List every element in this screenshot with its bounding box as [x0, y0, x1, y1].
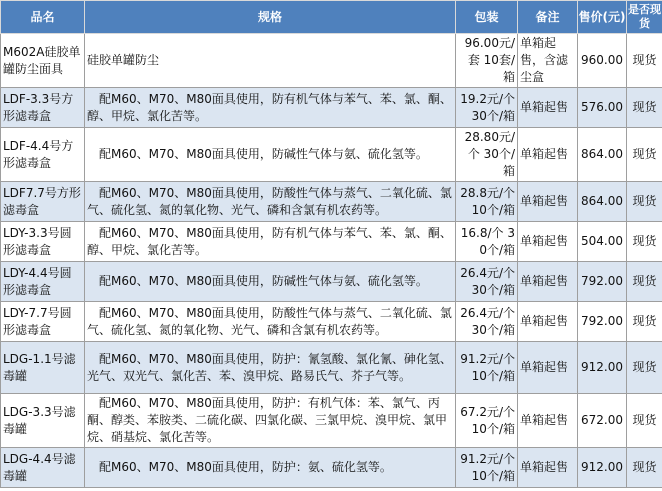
cell-price: 792.00 [578, 302, 627, 342]
cell-pack: 96.00元/套 10套/箱 [456, 34, 518, 88]
cell-price: 672.00 [578, 394, 627, 448]
cell-price: 960.00 [578, 34, 627, 88]
cell-note: 单箱起售 [518, 448, 578, 488]
cell-stock: 现货 [627, 342, 662, 394]
cell-name: LDG-4.4号滤毒罐 [1, 448, 85, 488]
cell-price: 864.00 [578, 182, 627, 222]
cell-pack: 28.8元/个 10个/箱 [456, 182, 518, 222]
cell-name: LDF7.7号方形滤毒盒 [1, 182, 85, 222]
cell-note: 单箱起售 [518, 302, 578, 342]
cell-price: 576.00 [578, 88, 627, 128]
table-row [1, 182, 662, 222]
table-row [1, 302, 662, 342]
header-pack: 包装 [456, 1, 518, 34]
cell-spec: 配M60、M70、M80面具使用，防酸性气体与蒸气、二氧化硫、氯气、硫化氢、氮的氧化物、光气、磷和含氯有机农药等。 [85, 302, 456, 342]
cell-name: LDG-3.3号滤毒罐 [1, 394, 85, 448]
cell-price: 792.00 [578, 262, 627, 302]
cell-stock: 现货 [627, 222, 662, 262]
table-row [1, 342, 662, 394]
header-name: 品名 [1, 1, 85, 34]
cell-stock: 现货 [627, 302, 662, 342]
cell-spec: 配M60、M70、M80面具使用，防护：有机气体：苯、氯气、丙酮、醇类、苯胺类、二硫化碳、四氯化碳、三氯甲烷、溴甲烷、氯甲烷、硝基烷、氯化苦等。 [85, 394, 456, 448]
cell-stock: 现货 [627, 88, 662, 128]
cell-name: LDF-3.3号方形滤毒盒 [1, 88, 85, 128]
cell-spec: 配M60、M70、M80面具使用，防碱性气体与氨、硫化氢等。 [85, 262, 456, 302]
header-spec: 规格 [85, 1, 456, 34]
table-row [1, 222, 662, 262]
cell-note: 单箱起售，含滤尘盒 [518, 34, 578, 88]
cell-pack: 16.8/个 30个/箱 [456, 222, 518, 262]
cell-pack: 91.2元/个 10个/箱 [456, 448, 518, 488]
cell-pack: 26.4元/个 30个/箱 [456, 262, 518, 302]
cell-name: LDY-3.3号圆形滤毒盒 [1, 222, 85, 262]
cell-spec: 配M60、M70、M80面具使用，防护：氰氢酸、氯化氰、砷化氢、光气、双光气、氯化苦、苯、溴甲烷、路易氏气、芥子气等。 [85, 342, 456, 394]
cell-stock: 现货 [627, 262, 662, 302]
cell-name: LDG-1.1号滤毒罐 [1, 342, 85, 394]
cell-note: 单箱起售 [518, 182, 578, 222]
cell-spec: 配M60、M70、M80面具使用，防护：氨、硫化氢等。 [85, 448, 456, 488]
cell-price: 912.00 [578, 448, 627, 488]
cell-stock: 现货 [627, 34, 662, 88]
table-row [1, 262, 662, 302]
cell-note: 单箱起售 [518, 342, 578, 394]
header-note: 备注 [518, 1, 578, 34]
cell-pack: 91.2元/个 10个/箱 [456, 342, 518, 394]
cell-price: 912.00 [578, 342, 627, 394]
cell-price: 504.00 [578, 222, 627, 262]
cell-spec: 硅胶单罐防尘 [85, 34, 456, 88]
cell-note: 单箱起售 [518, 128, 578, 182]
cell-name: LDF-4.4号方形滤毒盒 [1, 128, 85, 182]
cell-pack: 19.2元/个 30个/箱 [456, 88, 518, 128]
cell-spec: 配M60、M70、M80面具使用，防有机气体与苯气、苯、氯、酮、醇、甲烷、氯化苦等。 [85, 222, 456, 262]
cell-pack: 26.4元/个 30个/箱 [456, 302, 518, 342]
header-price: 售价(元) [578, 1, 627, 34]
cell-stock: 现货 [627, 394, 662, 448]
cell-note: 单箱起售 [518, 222, 578, 262]
cell-price: 864.00 [578, 128, 627, 182]
header-row [1, 1, 662, 34]
table-row [1, 34, 662, 88]
cell-note: 单箱起售 [518, 88, 578, 128]
table-row [1, 394, 662, 448]
cell-pack: 28.80元/个 30个/箱 [456, 128, 518, 182]
cell-spec: 配M60、M70、M80面具使用，防酸性气体与蒸气、二氧化硫、氯气、硫化氢、氮的氧化物、光气、磷和含氯有机农药等。 [85, 182, 456, 222]
header-stock: 是否现货 [627, 1, 662, 34]
table-row [1, 448, 662, 488]
table-row [1, 88, 662, 128]
cell-stock: 现货 [627, 182, 662, 222]
cell-stock: 现货 [627, 128, 662, 182]
cell-pack: 67.2元/个 10个/箱 [456, 394, 518, 448]
cell-spec: 配M60、M70、M80面具使用，防碱性气体与氨、硫化氢等。 [85, 128, 456, 182]
table-row [1, 128, 662, 182]
cell-note: 单箱起售 [518, 394, 578, 448]
cell-name: LDY-7.7号圆形滤毒盒 [1, 302, 85, 342]
cell-note: 单箱起售 [518, 262, 578, 302]
cell-name: LDY-4.4号圆形滤毒盒 [1, 262, 85, 302]
cell-stock: 现货 [627, 448, 662, 488]
cell-spec: 配M60、M70、M80面具使用，防有机气体与苯气、苯、氯、酮、醇、甲烷、氯化苦等。 [85, 88, 456, 128]
cell-name: M602A硅胶单罐防尘面具 [1, 34, 85, 88]
